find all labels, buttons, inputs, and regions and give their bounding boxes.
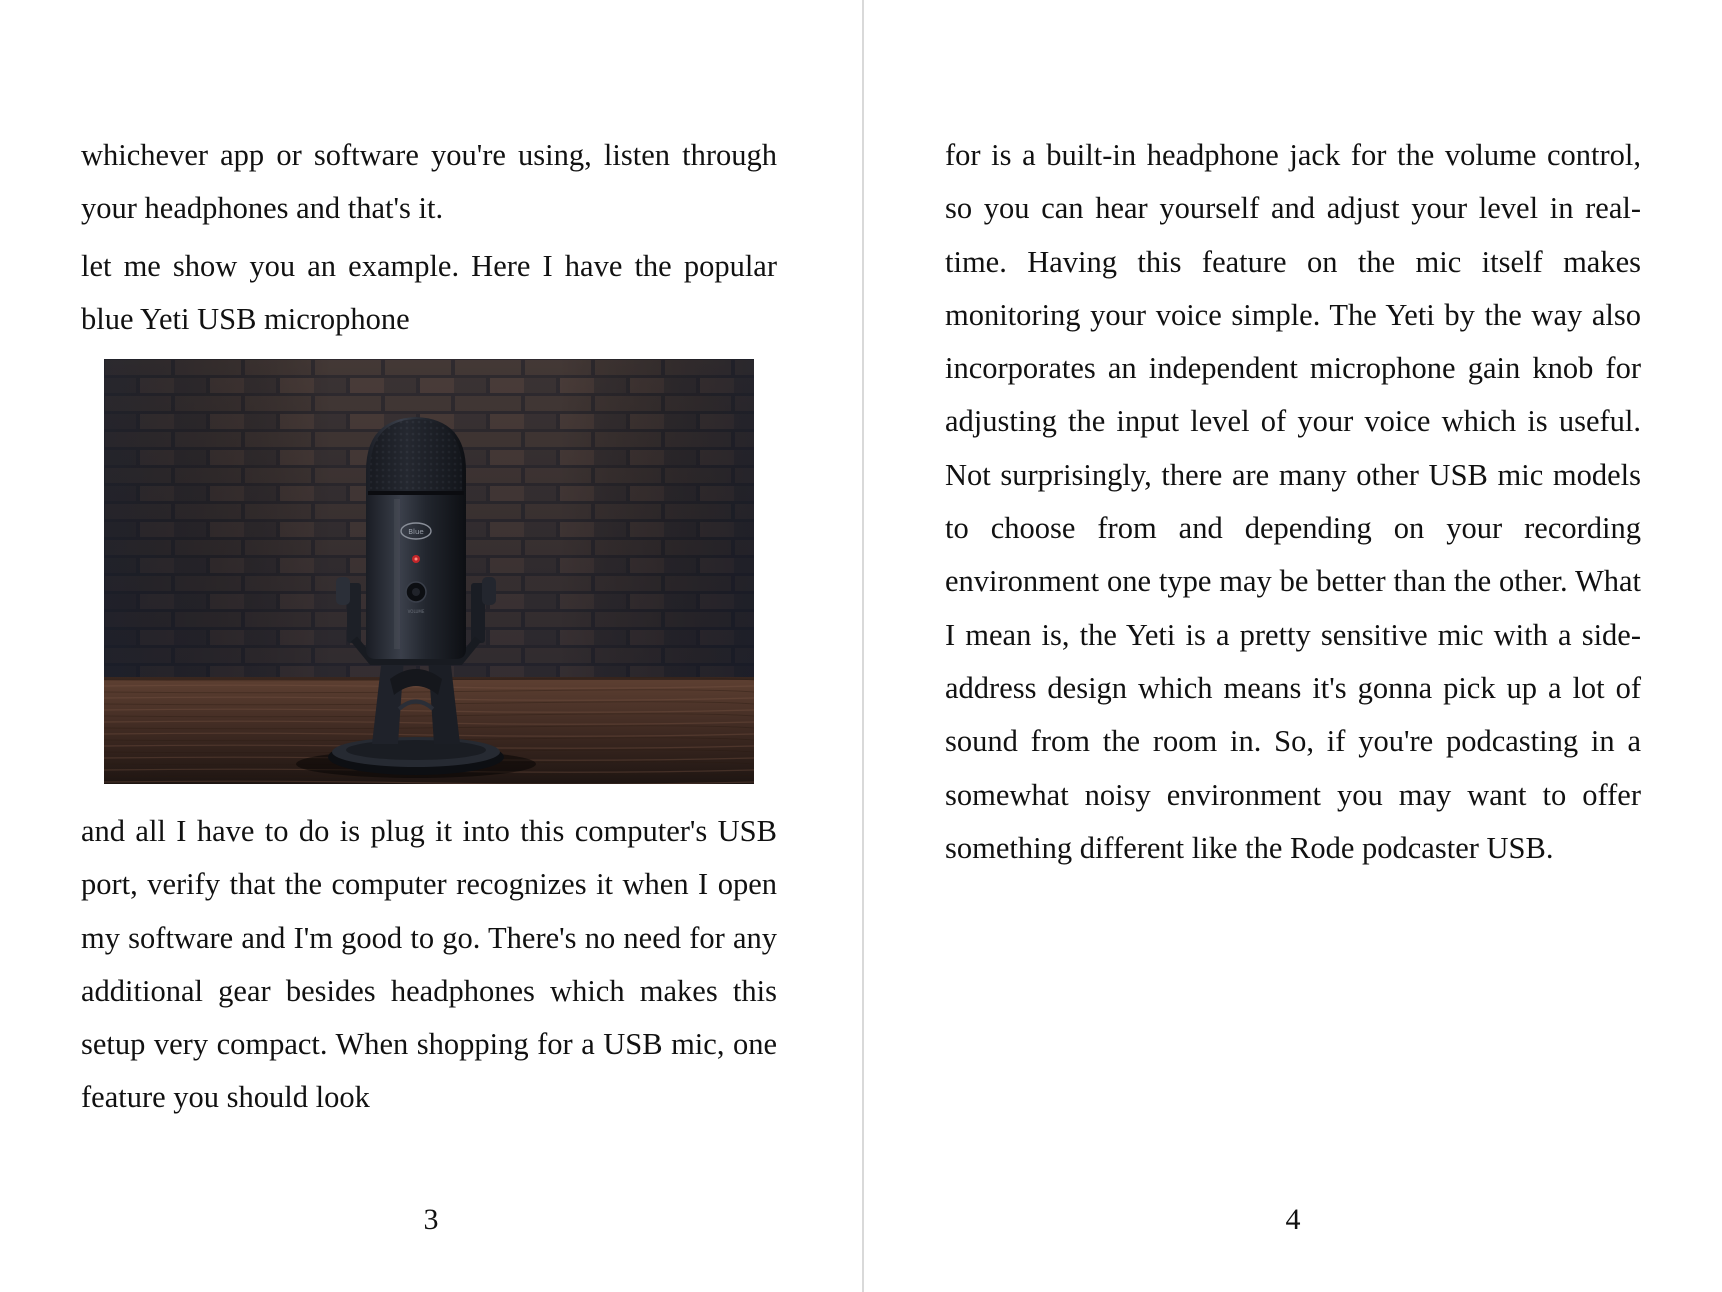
paragraph: let me show you an example. Here I have the popular blue Yeti USB microphone: [81, 248, 777, 336]
page-number: 4: [1285, 1203, 1301, 1236]
paragraph: for is a built-in headphone jack for the volume control, so you can hear yourself and adjust your level in real-time. Having this feature on the mic itself makes monitoring your voice simple. The Yeti by the way also incorporates an independent microphone gain knob for adjusting the input level of your voice which is useful. Not surprisingly, there are many other USB mic models to choose from and depending on your recording environment one type may be better than the other. What I mean is, the Yeti is a pretty sensitive mic with a side-address design which means it's gonna pick up a lot of sound from the room in. So, if you're podcasting in a somewhat noisy environment you may want to offer something different like the Rode podcaster USB.: [945, 138, 1641, 865]
text-block: [945, 129, 1641, 875]
paragraph: whichever app or software you're using, listen through your headphones and that's it.: [81, 138, 777, 226]
text-block-bottom: [81, 805, 777, 1125]
paragraph: and all I have to do is plug it into this computer's USB port, verify that the computer recognizes it when I open my software and I'm good to go. There's no need for any additional gear besides headphones which makes this setup very compact. When shopping for a USB mic, one feature you should look: [81, 814, 777, 1115]
microphone-photo: [104, 359, 754, 784]
page-right: [864, 0, 1722, 1292]
text-block-top: [81, 129, 777, 346]
svg-text:Blue: Blue: [408, 528, 424, 536]
svg-text:VOLUME: VOLUME: [407, 609, 425, 614]
page-number: 3: [423, 1203, 439, 1236]
